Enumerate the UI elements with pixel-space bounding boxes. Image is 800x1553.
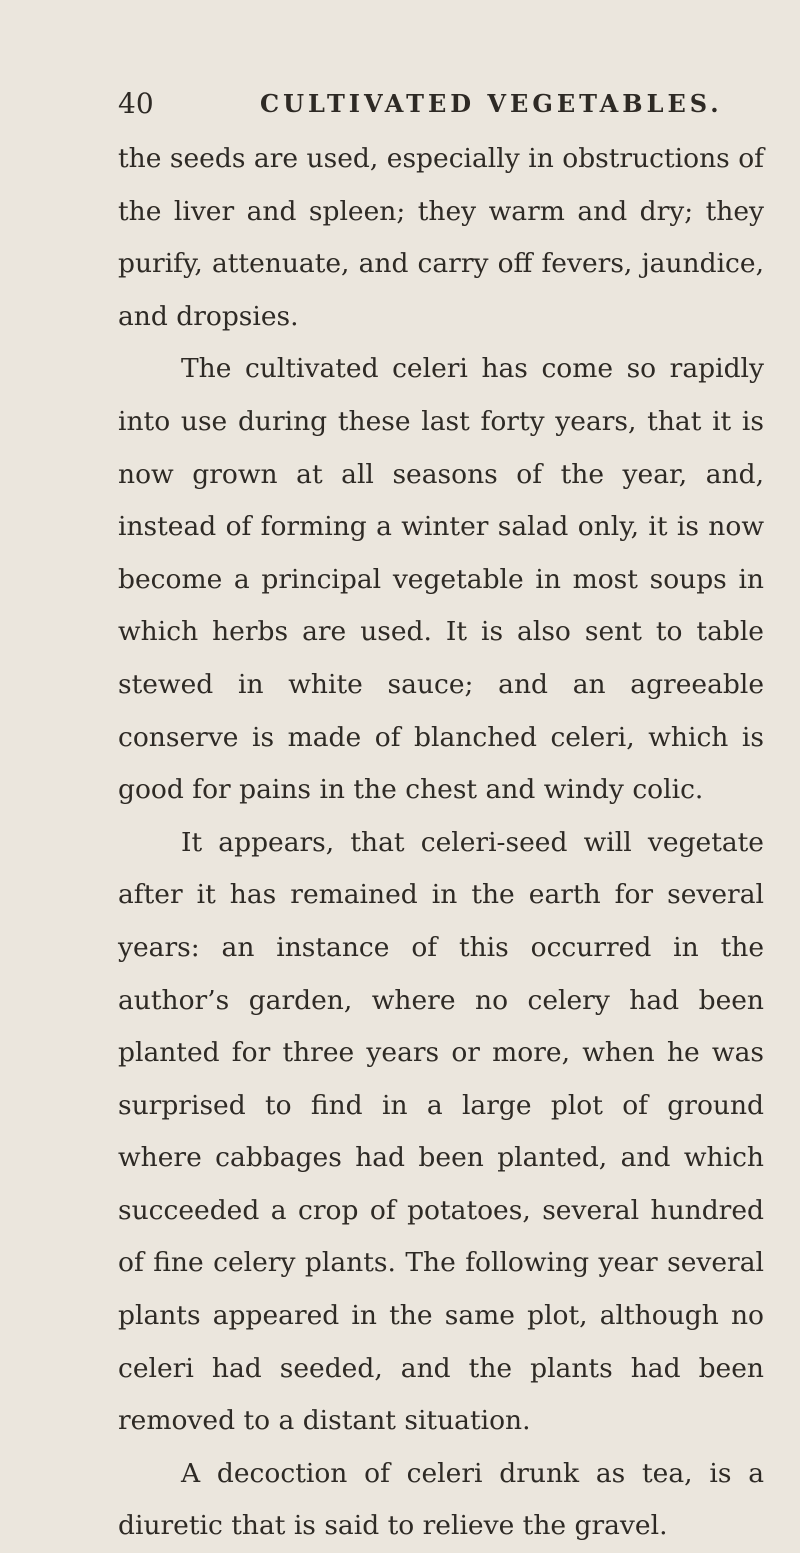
- paragraph-decoction: A decoction of celeri drunk as tea, is a diuretic that is said to relieve the gravel.: [118, 1457, 764, 1542]
- running-head: [118, 84, 764, 124]
- paragraph-continued: the seeds are used, especially in obstructions of the liver and spleen; they warm and dry; they purify, attenuate, and carry off fevers, jaundice, and dropsies.: [118, 143, 764, 332]
- running-title: CULTIVATED VEGETABLES.: [260, 89, 723, 118]
- body-text: [118, 133, 764, 1553]
- page-number: 40: [118, 87, 154, 120]
- paragraph-cultivated-celeri: The cultivated celeri has come so rapidly into use during these last forty years, that it is now grown at all seasons of the year, and, instead of forming a winter salad only, it is now become a principal vegetable in most soups in which herbs are used. It is also sent to table stewed in white sauce; and an agreeable conserve is made of blanched celeri, which is good for pains in the chest and windy colic.: [118, 353, 764, 806]
- paragraph-celeri-seed: It appears, that celeri-seed will vegetate after it has remained in the earth for several years: an instance of this occurred in the author’s garden, where no celery had been planted for three years or more, when he was surprised to find in a large plot of ground where cabbages had been planted, and which succeeded a crop of potatoes, several hundred of fine celery plants. The following year several plants appeared in the same plot, although no celeri had seeded, and the plants had been removed to a distant situation.: [118, 826, 764, 1437]
